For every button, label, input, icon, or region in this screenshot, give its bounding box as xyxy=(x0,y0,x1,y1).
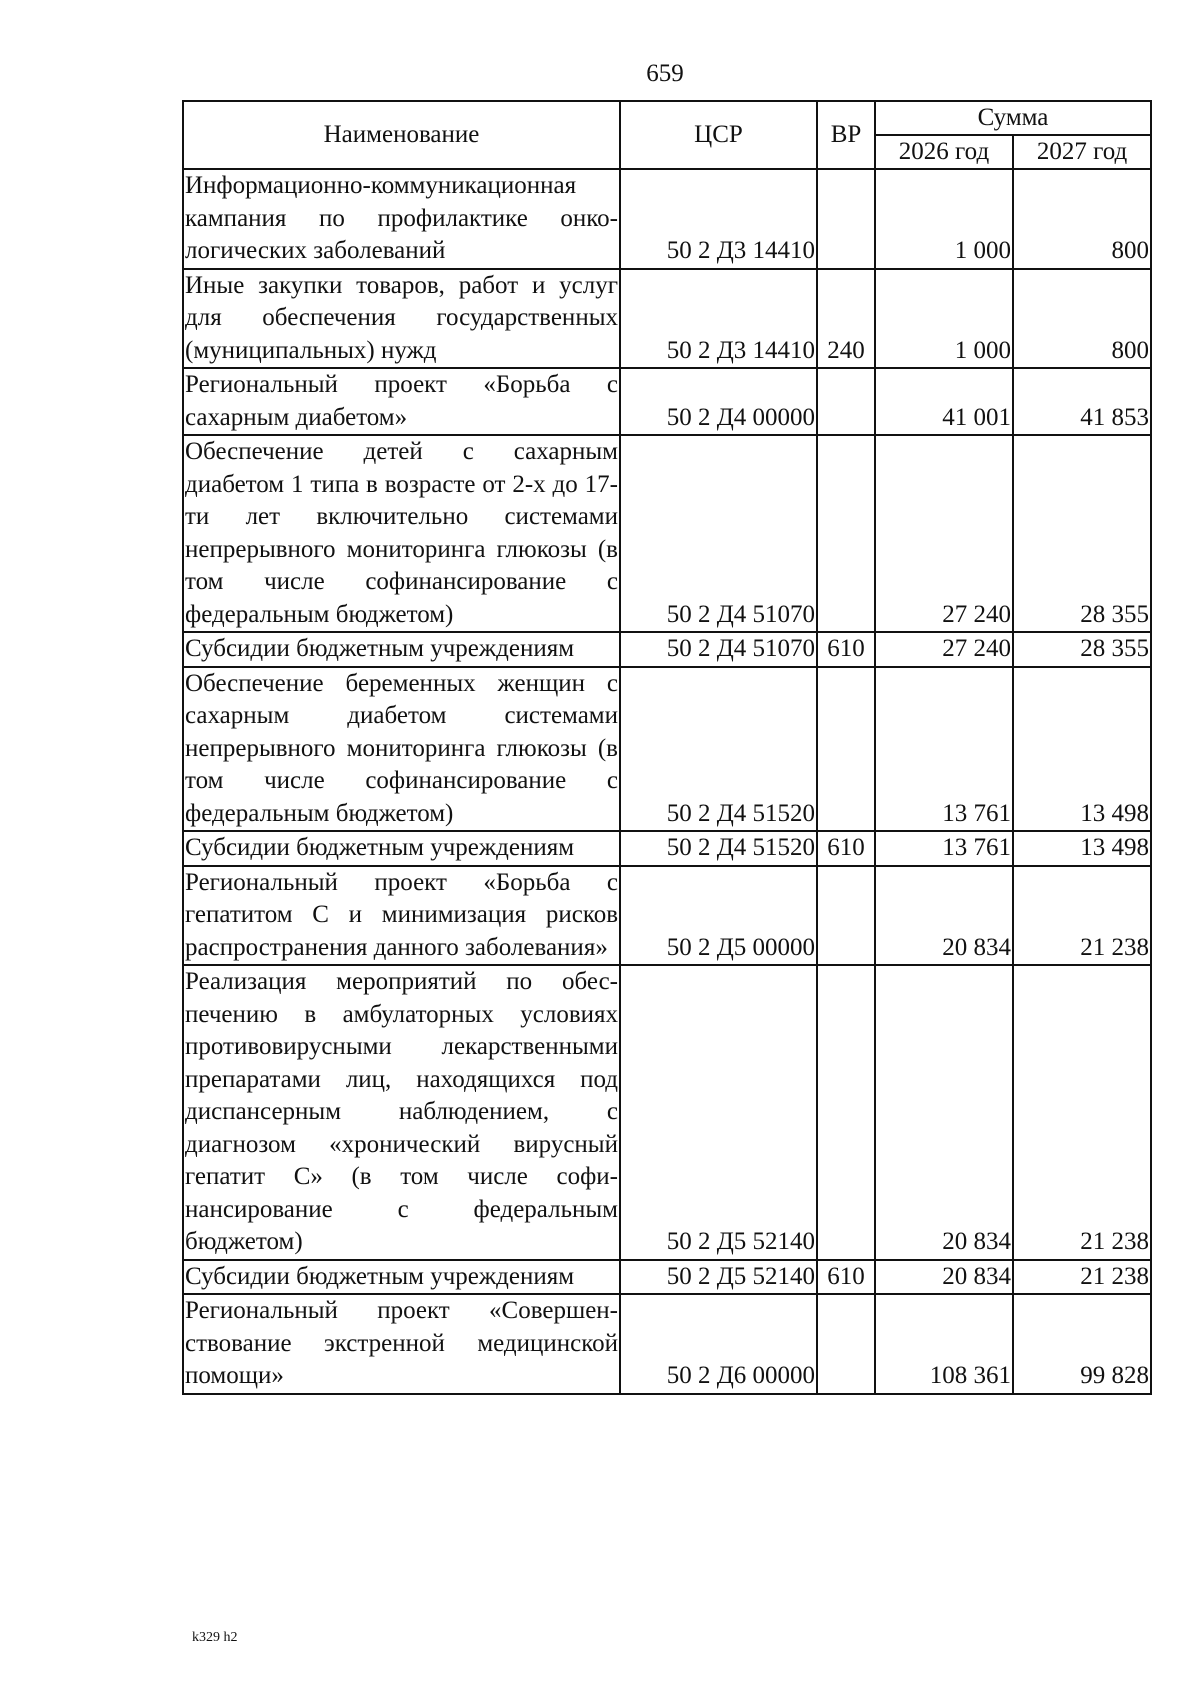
row-2027-amount: 21 238 xyxy=(1013,866,1151,966)
row-2027-amount: 28 355 xyxy=(1013,435,1151,632)
row-2027-amount: 21 238 xyxy=(1013,965,1151,1260)
budget-table xyxy=(182,100,1152,1395)
row-2027-amount: 13 498 xyxy=(1013,667,1151,832)
row-csr-cell: 50 2 Д4 51520 xyxy=(620,831,817,866)
table-row xyxy=(183,632,1151,667)
table-row xyxy=(183,965,1151,1260)
row-vr-cell: 610 xyxy=(817,831,875,866)
row-csr-cell: 50 2 Д4 51070 xyxy=(620,435,817,632)
table-row xyxy=(183,1294,1151,1394)
row-2026-amount: 41 001 xyxy=(875,368,1013,435)
table-row xyxy=(183,169,1151,269)
row-name-cell: Обеспечение детей с сахарным диабетом 1 типа в возрасте от 2-х до 17-ти лет включительно системами непрерывного мониторинга глюкозы (в том числе софинансирование с федеральным бюджетом) xyxy=(183,435,620,632)
row-vr-cell xyxy=(817,667,875,832)
row-name-cell: Региональный проект «Совершенствование экстренной медицинской помощи» xyxy=(183,1294,620,1394)
row-name-cell: Субсидии бюджетным учреждениям xyxy=(183,831,620,866)
row-name-cell: Региональный проект «Борьба с сахарным диабетом» xyxy=(183,368,620,435)
table-row xyxy=(183,667,1151,832)
row-vr-cell xyxy=(817,169,875,269)
header-row-top xyxy=(183,101,1151,135)
table-row xyxy=(183,435,1151,632)
row-csr-cell: 50 2 Д3 14410 xyxy=(620,169,817,269)
row-2026-amount: 13 761 xyxy=(875,667,1013,832)
row-csr-cell: 50 2 Д3 14410 xyxy=(620,269,817,369)
table-body xyxy=(183,169,1151,1394)
row-2027-amount: 21 238 xyxy=(1013,1260,1151,1295)
row-vr-cell xyxy=(817,1294,875,1394)
row-2027-amount: 41 853 xyxy=(1013,368,1151,435)
header-vr: ВР xyxy=(817,101,875,169)
row-name-cell: Реализация мероприятий по обеспечению в амбулаторных условиях противовирусными лекарственными препаратами лиц, находящихся под диспансерным наблюдением, с диагнозом «хронический вирусный гепатит С» (в том числе софинансирование с федеральным бюджетом) xyxy=(183,965,620,1260)
row-csr-cell: 50 2 Д4 51520 xyxy=(620,667,817,832)
row-2027-amount: 28 355 xyxy=(1013,632,1151,667)
row-2026-amount: 27 240 xyxy=(875,435,1013,632)
row-2026-amount: 20 834 xyxy=(875,866,1013,966)
row-name-cell: Иные закупки товаров, работ и услуг для обеспечения государственных (муниципальных) нужд xyxy=(183,269,620,369)
row-2026-amount: 27 240 xyxy=(875,632,1013,667)
table-row xyxy=(183,368,1151,435)
row-vr-cell: 240 xyxy=(817,269,875,369)
row-name-cell: Информационно-коммуникационная кампания по профилактике онкологических заболеваний xyxy=(183,169,620,269)
header-year-2027: 2027 год xyxy=(1013,135,1151,169)
page-number: 659 xyxy=(646,60,684,87)
header-name: Наименование xyxy=(183,101,620,169)
row-csr-cell: 50 2 Д4 00000 xyxy=(620,368,817,435)
footer-code: k329 h2 xyxy=(192,1630,238,1645)
table-row xyxy=(183,269,1151,369)
row-2026-amount: 13 761 xyxy=(875,831,1013,866)
row-vr-cell: 610 xyxy=(817,1260,875,1295)
row-name-cell: Субсидии бюджетным учреждениям xyxy=(183,1260,620,1295)
row-name-cell: Субсидии бюджетным учреждениям xyxy=(183,632,620,667)
row-vr-cell xyxy=(817,368,875,435)
row-2027-amount: 800 xyxy=(1013,169,1151,269)
row-vr-cell xyxy=(817,435,875,632)
row-2026-amount: 20 834 xyxy=(875,965,1013,1260)
table-row xyxy=(183,1260,1151,1295)
row-2027-amount: 800 xyxy=(1013,269,1151,369)
row-name-cell: Региональный проект «Борьба с гепатитом С и минимизация рисков распространения данного заболевания» xyxy=(183,866,620,966)
row-csr-cell: 50 2 Д6 00000 xyxy=(620,1294,817,1394)
header-year-2026: 2026 год xyxy=(875,135,1013,169)
header-csr: ЦСР xyxy=(620,101,817,169)
row-vr-cell xyxy=(817,866,875,966)
row-name-cell: Обеспечение беременных женщин с сахарным диабетом системами непрерывного мониторинга глюкозы (в том числе софинансирование с федеральным бюджетом) xyxy=(183,667,620,832)
row-2027-amount: 99 828 xyxy=(1013,1294,1151,1394)
row-2026-amount: 108 361 xyxy=(875,1294,1013,1394)
table-row xyxy=(183,831,1151,866)
row-csr-cell: 50 2 Д5 52140 xyxy=(620,965,817,1260)
row-vr-cell: 610 xyxy=(817,632,875,667)
row-2026-amount: 20 834 xyxy=(875,1260,1013,1295)
row-csr-cell: 50 2 Д5 52140 xyxy=(620,1260,817,1295)
row-2026-amount: 1 000 xyxy=(875,269,1013,369)
row-vr-cell xyxy=(817,965,875,1260)
header-sum: Сумма xyxy=(875,101,1151,135)
row-2027-amount: 13 498 xyxy=(1013,831,1151,866)
row-csr-cell: 50 2 Д5 00000 xyxy=(620,866,817,966)
row-2026-amount: 1 000 xyxy=(875,169,1013,269)
table-row xyxy=(183,866,1151,966)
row-csr-cell: 50 2 Д4 51070 xyxy=(620,632,817,667)
